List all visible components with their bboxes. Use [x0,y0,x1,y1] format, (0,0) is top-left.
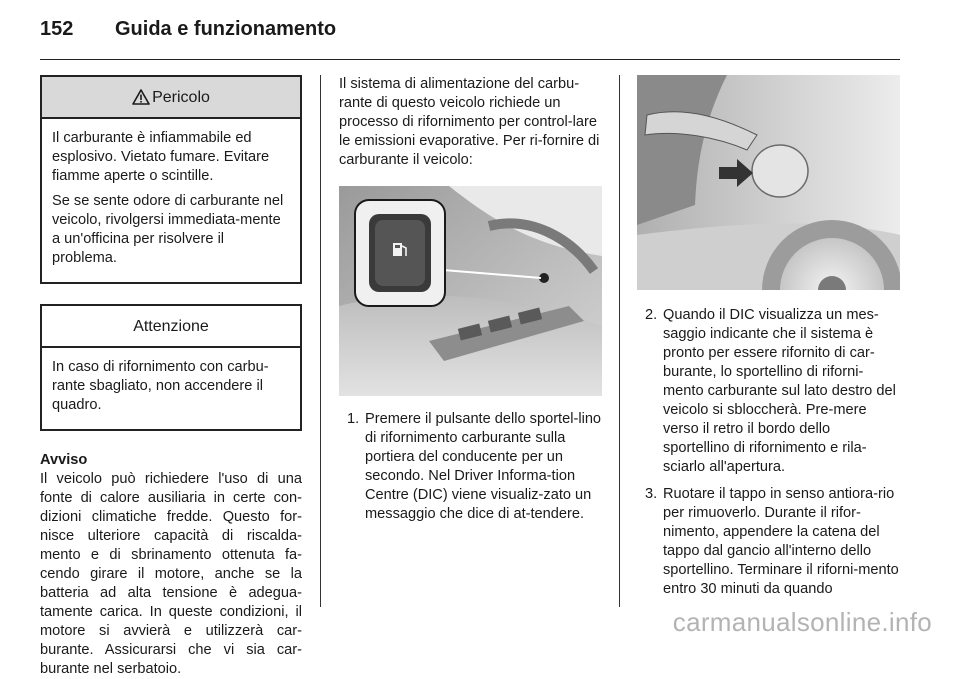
danger-box [40,75,302,284]
notice-block [40,451,302,679]
section-title: Guida e funzionamento [115,18,337,40]
danger-paragraph: Se se sente odore di carburante nel veicolo, rivolgersi immediata-mente a un'officina per risolvere il problema. [52,193,284,266]
intro-text: Il sistema di alimentazione del carbu-rante di questo veicolo richiede un processo di rifornimento per control-lare le emissioni evaporative. Per ri-fornire di carburante il veicolo: [339,76,600,168]
danger-box-body [42,119,300,282]
fuel-door-photo [637,75,900,290]
step-number: 1. [347,411,360,427]
door-button-photo [339,186,602,396]
column-middle [339,75,602,532]
caution-box [40,304,302,431]
step-item [637,306,900,477]
caution-box-body [42,348,300,429]
fuel-door-illustration [637,75,900,290]
site-watermark: carmanualsonline.info [672,607,932,637]
step-number: 3. [645,486,658,502]
danger-title: Pericolo [152,88,210,106]
step-text: Ruotare il tappo in senso antiora-rio per rimuoverlo. Durante il rifor-nimento, appendere la catena del tappo dal gancio all'interno dello sportellino. Terminare il riforni-mento entro 30 minuti da quando [663,486,899,597]
door-panel-illustration [339,186,602,396]
caution-title: Attenzione [133,317,209,335]
step-text: Premere il pulsante dello sportel-lino di rifornimento carburante sulla portiera del conducente per un secondo. Nel Driver Informa-tion Centre (DIC) viene visualiz-zato un messaggio che dice di at-tendere. [365,411,602,522]
page-number: 152 [40,18,74,40]
column-divider-right [619,75,620,607]
column-right [637,75,900,607]
danger-paragraph: Il carburante è infiammabile ed esplosivo. Vietato fumare. Evitare fiamme aperte o scintille. [52,130,270,184]
step-item [637,485,900,599]
danger-box-header [42,77,300,119]
warning-triangle-icon [132,89,150,105]
header-rule [40,59,900,60]
notice-text: Il veicolo può richiedere l'uso di una fonte di calore ausiliaria in certe con-dizioni climatiche fredde. Questo for-nisce ulteriore capacità di riscalda-mento e di sbrinamento ottenuta fa-cendo girare il motore, anche se la batteria ad alta tensione è adegua-tamente carica. In queste condizioni, il motore si avvierà e utilizzerà car-burante. Assicurarsi che vi sia car-burante nel serbatoio. [40,471,302,677]
column-left [40,75,302,679]
steps-list-b [637,306,900,599]
column-divider-left [320,75,321,607]
caution-text: In caso di rifornimento con carbu-rante sbagliato, non accendere il quadro. [52,359,269,413]
step-text: Quando il DIC visualizza un mes-saggio indicante che il sistema è pronto per essere rifornito di car-burante, lo sportellino di riforni-mento carburante sul lato destro del veicolo si sbloccherà. Pre-mere verso il retro il bordo dello sportellino di rifornimento e rila-sciarlo all'apertura. [663,307,896,475]
step-number: 2. [645,307,658,323]
steps-list-a [339,410,602,524]
step-item [339,410,602,524]
notice-title: Avviso [40,452,88,468]
caution-box-header [42,306,300,348]
